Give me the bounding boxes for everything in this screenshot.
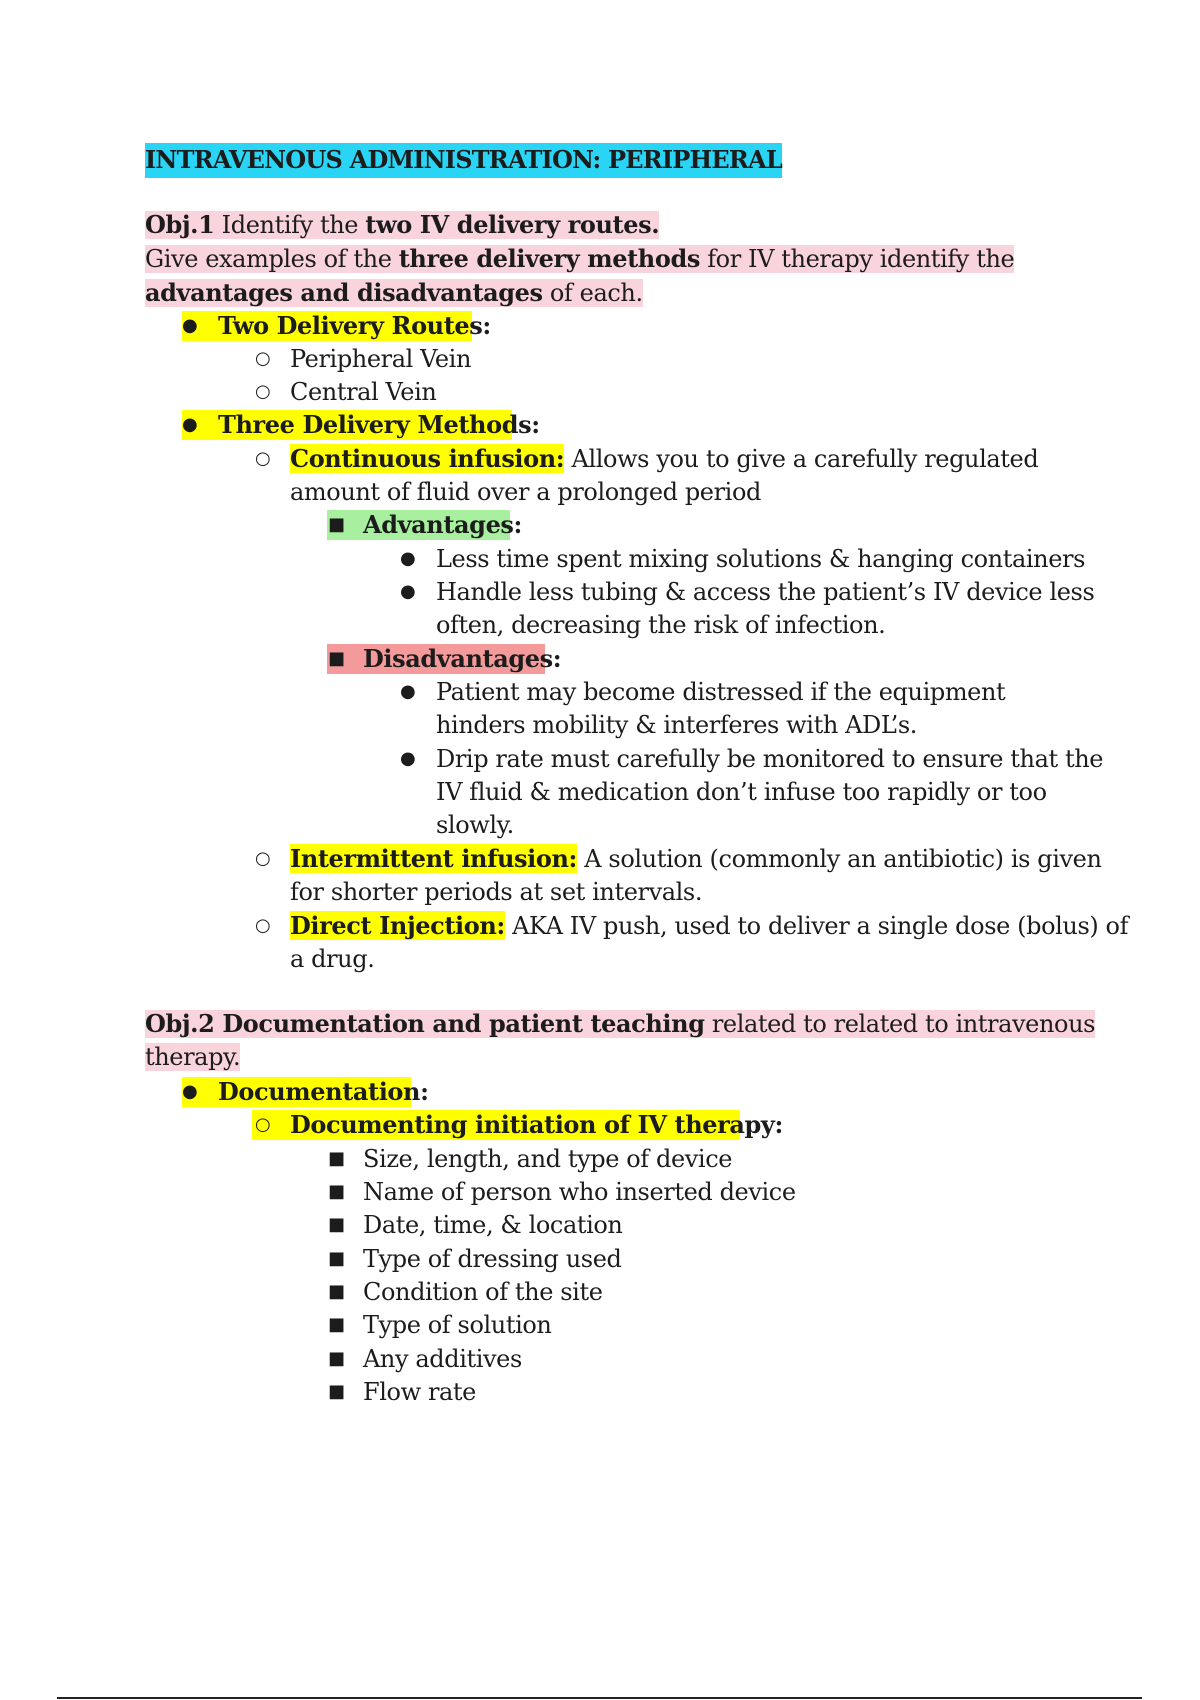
route-item: Central Vein xyxy=(290,378,437,406)
obj1-line1: Obj.1 Identify the two IV delivery routes. xyxy=(145,210,660,239)
document-title: INTRAVENOUS ADMINISTRATION: PERIPHERAL xyxy=(145,143,782,178)
disadvantages-heading: Disadvantages: xyxy=(363,644,562,673)
square-bullet: ■ xyxy=(328,1181,346,1202)
circle-bullet: ○ xyxy=(255,1114,271,1135)
advantage-item: Handle less tubing & access the patient’s IV device less xyxy=(436,578,1095,606)
documentation-item: Flow rate xyxy=(363,1378,476,1406)
disadvantage-item-continued: hinders mobility & interferes with ADL’s. xyxy=(436,711,918,739)
circle-bullet: ○ xyxy=(255,348,271,369)
documentation-item: Condition of the site xyxy=(363,1278,603,1306)
circle-bullet: ○ xyxy=(255,448,271,469)
disadvantage-item-continued: slowly. xyxy=(436,811,514,839)
documentation-item: Any additives xyxy=(363,1345,522,1373)
obj1-line2: Give examples of the three delivery methods for IV therapy identify the xyxy=(145,244,1015,273)
disadvantage-item: Drip rate must carefully be monitored to ensure that the xyxy=(436,745,1104,773)
disc-bullet: ● xyxy=(182,315,198,336)
square-bullet: ■ xyxy=(328,1248,346,1269)
obj1-line3: advantages and disadvantages of each. xyxy=(145,278,643,307)
documentation-item: Date, time, & location xyxy=(363,1211,623,1239)
direct-line1: Direct Injection: AKA IV push, used to deliver a single dose (bolus) of xyxy=(290,911,1129,940)
advantage-item: Less time spent mixing solutions & hanging containers xyxy=(436,545,1086,573)
disc-bullet: ● xyxy=(400,748,416,769)
disc-bullet: ● xyxy=(400,681,416,702)
direct-line2: a drug. xyxy=(290,945,375,973)
route-item: Peripheral Vein xyxy=(290,345,471,373)
square-bullet: ■ xyxy=(328,1348,346,1369)
routes-heading: Two Delivery Routes: xyxy=(218,311,491,340)
methods-heading: Three Delivery Methods: xyxy=(218,410,540,439)
disadvantage-item-continued: IV fluid & medication don’t infuse too rapidly or too xyxy=(436,778,1047,806)
disadvantage-item: Patient may become distressed if the equipment xyxy=(436,678,1006,706)
square-bullet: ■ xyxy=(328,1381,346,1402)
disc-bullet: ● xyxy=(182,1081,198,1102)
obj2-line1: Obj.2 Documentation and patient teaching related to related to intravenous xyxy=(145,1009,1096,1038)
square-bullet: ■ xyxy=(328,1148,346,1169)
objective-1 xyxy=(145,208,1105,310)
advantages-heading: Advantages: xyxy=(363,510,523,539)
disc-bullet: ● xyxy=(400,581,416,602)
documentation-item: Type of solution xyxy=(363,1311,552,1339)
documenting-initiation-heading: Documenting initiation of IV therapy: xyxy=(290,1110,783,1139)
circle-bullet: ○ xyxy=(255,381,271,402)
advantage-item-continued: often, decreasing the risk of infection. xyxy=(436,611,886,639)
bottom-rule xyxy=(57,1697,1142,1699)
square-bullet: ■ xyxy=(328,1214,346,1235)
documentation-item: Type of dressing used xyxy=(363,1245,622,1273)
continuous-line1: Continuous infusion: Allows you to give a carefully regulated xyxy=(290,444,1039,473)
disc-bullet: ● xyxy=(182,414,198,435)
intermittent-line2: for shorter periods at set intervals. xyxy=(290,878,703,906)
square-bullet: ■ xyxy=(328,1314,346,1335)
continuous-line2: amount of fluid over a prolonged period xyxy=(290,478,761,506)
circle-bullet: ○ xyxy=(255,915,271,936)
intermittent-line1: Intermittent infusion: A solution (commonly an antibiotic) is given xyxy=(290,844,1102,873)
circle-bullet: ○ xyxy=(255,848,271,869)
disc-bullet: ● xyxy=(400,548,416,569)
documentation-item: Size, length, and type of device xyxy=(363,1145,733,1173)
square-bullet: ■ xyxy=(328,1281,346,1302)
obj2-line2: therapy. xyxy=(145,1043,241,1071)
square-bullet: ■ xyxy=(328,514,346,535)
objective-2 xyxy=(145,1007,1105,1074)
documentation-item: Name of person who inserted device xyxy=(363,1178,796,1206)
documentation-heading: Documentation: xyxy=(218,1077,429,1106)
square-bullet: ■ xyxy=(328,648,346,669)
